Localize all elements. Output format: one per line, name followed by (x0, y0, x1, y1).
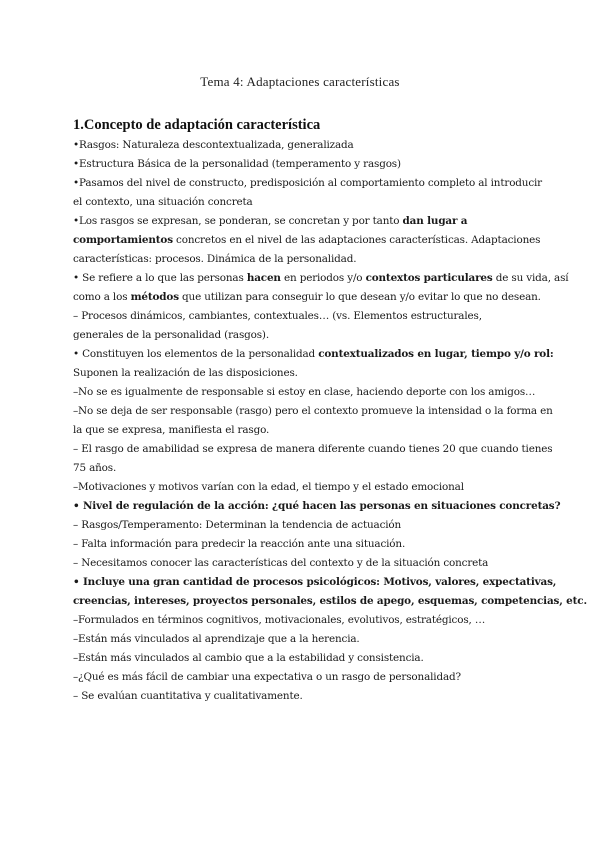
text-segment: –¿Qué es más fácil de cambiar una expectativa o un rasgo de personalidad? (73, 671, 461, 683)
text-segment: en periodos y/o (280, 272, 366, 284)
text-line (73, 516, 533, 535)
bold-text: hacen (246, 272, 281, 284)
text-line (73, 611, 533, 630)
text-line (73, 307, 533, 326)
text-segment: –No se es igualmente de responsable si estoy en clase, haciendo deporte con los amigos… (73, 386, 536, 398)
text-line (73, 136, 533, 155)
text-line (73, 212, 533, 231)
text-line (73, 497, 561, 516)
document-body (73, 136, 587, 706)
text-segment: Suponen la realización de las disposiciones. (73, 367, 298, 379)
text-line (73, 288, 541, 307)
text-line (73, 573, 557, 592)
text-line (73, 326, 533, 345)
text-segment: –Están más vinculados al aprendizaje que a la herencia. (73, 633, 360, 645)
text-segment: la que se expresa, manifiesta el rasgo. (73, 424, 270, 436)
section-heading: 1.Concepto de adaptación característica (73, 117, 321, 133)
text-segment: que utilizan para conseguir lo que desean y/o evitar lo que no desean. (178, 291, 541, 303)
text-line (73, 478, 533, 497)
bold-text: creencias, intereses, proyectos personales, estilos de apego, esquemas, competencias, etc. (73, 595, 587, 607)
text-segment: •Estructura Básica de la personalidad (temperamento y rasgos) (73, 158, 401, 170)
text-segment: – El rasgo de amabilidad se expresa de manera diferente cuando tienes 20 que cuando tienes (73, 443, 553, 455)
bold-text: comportamientos (73, 234, 173, 246)
text-segment: –Formulados en términos cognitivos, motivacionales, evolutivos, estratégicos, … (73, 614, 486, 626)
text-segment: – Se evalúan cuantitativa y cualitativamente. (73, 690, 303, 702)
text-segment: • Se refiere a lo que las personas (73, 272, 247, 284)
text-line (73, 592, 587, 611)
text-segment: de su vida, así (492, 272, 569, 284)
text-line (73, 269, 569, 288)
text-segment: el contexto, una situación concreta (73, 196, 253, 208)
text-line (73, 383, 536, 402)
text-segment: •Los rasgos se expresan, se ponderan, se concretan y por tanto (73, 215, 403, 227)
bold-text: contextualizados en lugar, tiempo y/o rol: (318, 348, 554, 360)
text-segment: 75 años. (73, 462, 117, 474)
text-segment: – Rasgos/Temperamento: Determinan la tendencia de actuación (73, 519, 402, 531)
text-line (73, 364, 533, 383)
text-segment: –No se deja de ser responsable (rasgo) pero el contexto promueve la intensidad o la forma en (73, 405, 553, 417)
text-line (73, 630, 533, 649)
bold-text: métodos (130, 291, 179, 303)
text-line (73, 155, 533, 174)
text-line (73, 193, 533, 212)
text-line (73, 250, 533, 269)
text-segment: •Rasgos: Naturaleza descontextualizada, generalizada (73, 139, 354, 151)
text-line (73, 345, 554, 364)
text-line (73, 174, 542, 193)
text-segment: • Constituyen los elementos de la personalidad (73, 348, 319, 360)
bold-text: dan lugar a (402, 215, 468, 227)
text-line (73, 231, 541, 250)
bold-text: • Incluye una gran cantidad de procesos psicológicos: Motivos, valores, expectativas, (73, 576, 557, 588)
text-line (73, 649, 533, 668)
text-segment: –Están más vinculados al cambio que a la estabilidad y consistencia. (73, 652, 424, 664)
text-segment: características: procesos. Dinámica de la personalidad. (73, 253, 357, 265)
text-line (73, 668, 533, 687)
text-line (73, 421, 533, 440)
text-segment: generales de la personalidad (rasgos). (73, 329, 269, 341)
text-line (73, 535, 533, 554)
text-segment: concretos en el nivel de las adaptaciones características. Adaptaciones (172, 234, 541, 246)
document-title: Tema 4: Adaptaciones características (200, 74, 400, 89)
bold-text: • Nivel de regulación de la acción: ¿qué hacen las personas en situaciones concretas? (73, 500, 561, 512)
text-line (73, 554, 533, 573)
text-line (73, 459, 533, 478)
text-segment: – Necesitamos conocer las características del contexto y de la situación concreta (73, 557, 489, 569)
text-segment: –Motivaciones y motivos varían con la edad, el tiempo y el estado emocional (73, 481, 464, 493)
text-line (73, 402, 553, 421)
text-segment: como a los (73, 291, 131, 303)
text-line (73, 440, 553, 459)
text-segment: – Procesos dinámicos, cambiantes, contextuales… (vs. Elementos estructurales, (73, 310, 482, 322)
text-segment: •Pasamos del nivel de constructo, predisposición al comportamiento completo al introducir (73, 177, 542, 189)
bold-text: contextos particulares (365, 272, 493, 284)
text-segment: – Falta información para predecir la reacción ante una situación. (73, 538, 406, 550)
text-line (73, 687, 533, 706)
